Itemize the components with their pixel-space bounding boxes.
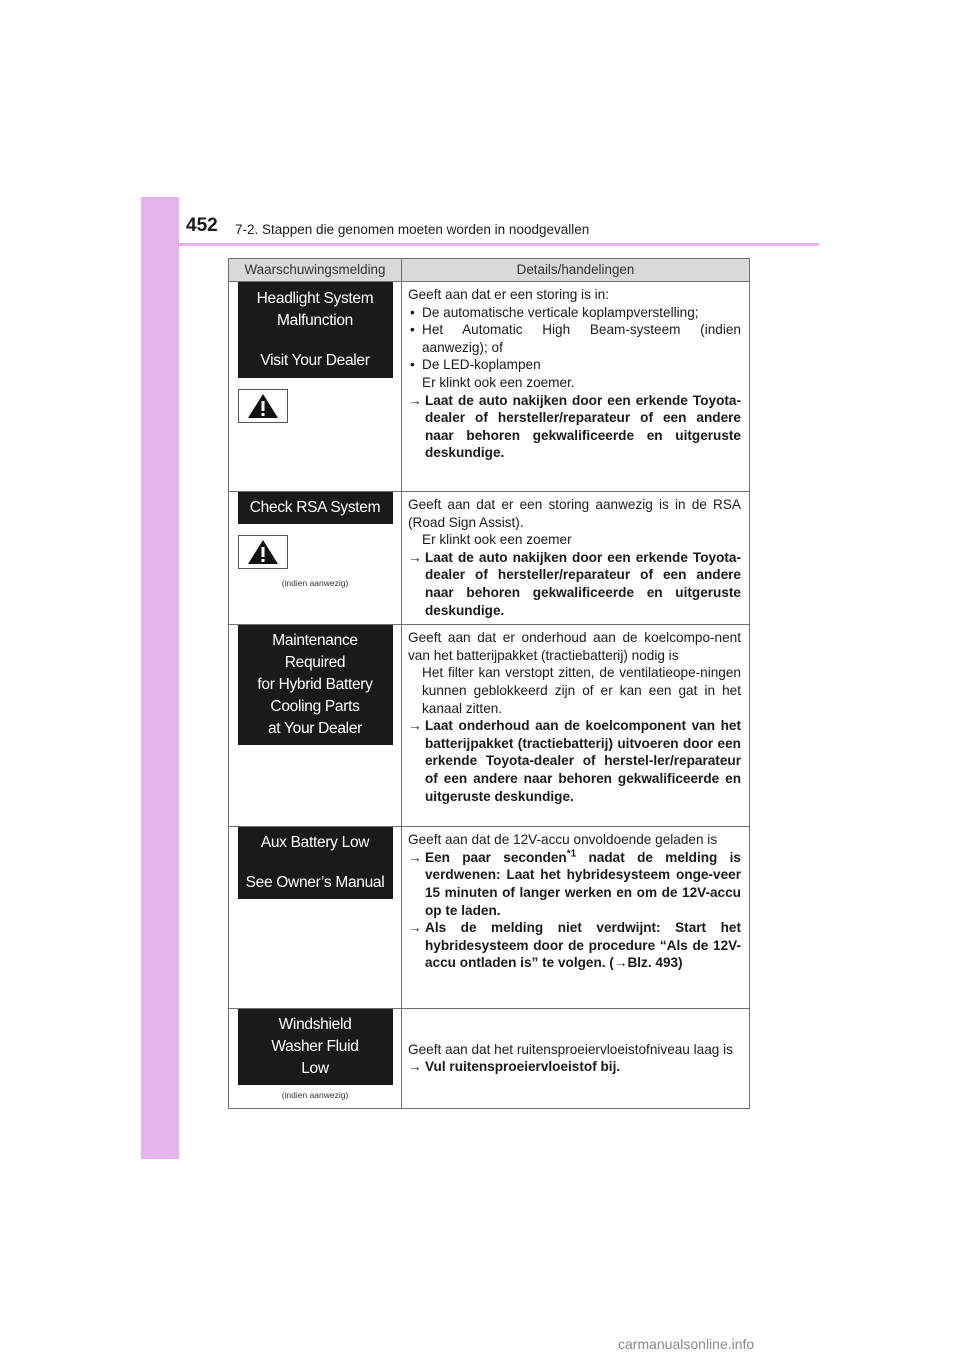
check-rsa-display [238,492,393,524]
panel-line: Aux Battery Low [260,834,370,852]
list-item: • Het Automatic High Beam-systeem (indien aanwezig); of [408,321,741,356]
panel-line: Headlight System [256,290,374,307]
panel-line: Maintenance [272,632,358,650]
details-cell [402,625,750,827]
action-text-part: nadat de melding is verdwenen: Laat het hybridesysteem onge-veer 15 minuten of langer werken en om de 12V-accu op te laden. [425,849,741,918]
details-cell [402,492,750,625]
action-text-part: Blz. 493) [627,955,683,971]
action-text-part: Als de melding niet verdwijnt: Start het hybridesysteem door de procedure “Als de 12V-accu ontladen is” te volgen. ( [425,920,741,971]
column-header-message: Waarschuwingsmelding [229,259,402,282]
message-cell [229,827,402,1009]
action-text-part: Een paar seconden [425,849,567,865]
warning-triangle-icon [238,535,288,569]
page-number: 452 [186,215,218,236]
warning-triangle-icon [238,389,288,423]
panel-line: Cooling Parts [270,698,360,716]
details-intro: Geeft aan dat de 12V-accu onvoldoende geladen is [408,832,718,848]
hybrid-battery-maintenance-display [238,625,393,745]
table-row [229,1009,750,1109]
list-item: • De automatische verticale koplampverstelling; [408,304,741,322]
details-intro: Geeft aan dat het ruitensproeiervloeistofniveau laag is [408,1041,733,1057]
table-row [229,492,750,625]
site-watermark: carmanualsonline.info [618,1336,755,1352]
message-cell [229,625,402,827]
panel-line: for Hybrid Battery [257,676,373,694]
header-rule [141,243,819,246]
details-cell [402,282,750,492]
details-intro: Geeft aan dat er onderhoud aan de koelcompo-nent van het batterijpakket (tractiebatterij) nodig is [408,630,741,663]
aux-battery-low-display [238,827,393,899]
details-note: Er klinkt ook een zoemer. [422,374,575,390]
panel-line: Washer Fluid [271,1038,359,1056]
arrow-glyph: → [613,955,628,971]
list-item: • De LED-koplampen [408,356,741,374]
warning-table [228,258,750,1109]
details-intro: Geeft aan dat er een storing is in: [408,287,610,302]
column-header-details: Details/handelingen [402,259,750,282]
details-cell [402,1009,750,1109]
panel-line: Check RSA System [249,499,381,516]
fault-list [408,304,741,374]
section-title: 7-2. Stappen die genomen moeten worden in noodgevallen [235,222,590,237]
panel-line: See Owner’s Manual [245,874,385,892]
panel-line: Low [301,1060,329,1078]
table-row [229,282,750,492]
side-tab-bar [141,197,179,1159]
table-header-row [229,259,750,282]
details-note: Het filter kan verstopt zitten, de ventilatieope-ningen kunnen geblokkeerd zijn of er kan een gat in het kanaal zitten. [422,665,741,716]
details-note: Er klinkt ook een zoemer [422,532,572,548]
availability-caption: (indien aanwezig) [281,578,349,588]
message-cell [229,1009,402,1109]
table-row [229,625,750,827]
panel-line: at Your Dealer [267,720,363,738]
panel-line: Visit Your Dealer [260,352,370,369]
action-text: → Laat de auto nakijken door een erkende Toyota-dealer of hersteller/reparateur of een andere naar behoren gekwalificeerde en uitgeruste deskundige. [408,392,741,462]
panel-line: Required [284,654,346,672]
panel-line: Malfunction [277,312,353,329]
action-text [408,849,741,919]
action-text: → Vul ruitensproeiervloeistof bij. [408,1058,741,1076]
action-text: → Laat onderhoud aan de koelcomponent van het batterijpakket (tractiebatterij) uitvoeren door een erkende Toyota-dealer of herstel-ler/reparateur of een andere naar behoren gekwalificeerde en uitgeruste deskundige. [408,717,741,805]
table-row [229,827,750,1009]
availability-caption: (indien aanwezig) [281,1090,349,1101]
washer-fluid-low-display [238,1009,393,1085]
action-text [408,919,741,972]
panel-line: Windshield [278,1016,352,1034]
details-cell [402,827,750,1009]
message-cell [229,492,402,625]
message-cell [229,282,402,492]
details-intro: Geeft aan dat er een storing aanwezig is in de RSA (Road Sign Assist). [408,497,741,530]
headlight-malfunction-display [238,282,393,378]
footnote-marker: *1 [566,848,577,860]
action-text: → Laat de auto nakijken door een erkende Toyota-dealer of hersteller/reparateur of een andere naar behoren gekwalificeerde en uitgeruste deskundige. [408,549,741,619]
